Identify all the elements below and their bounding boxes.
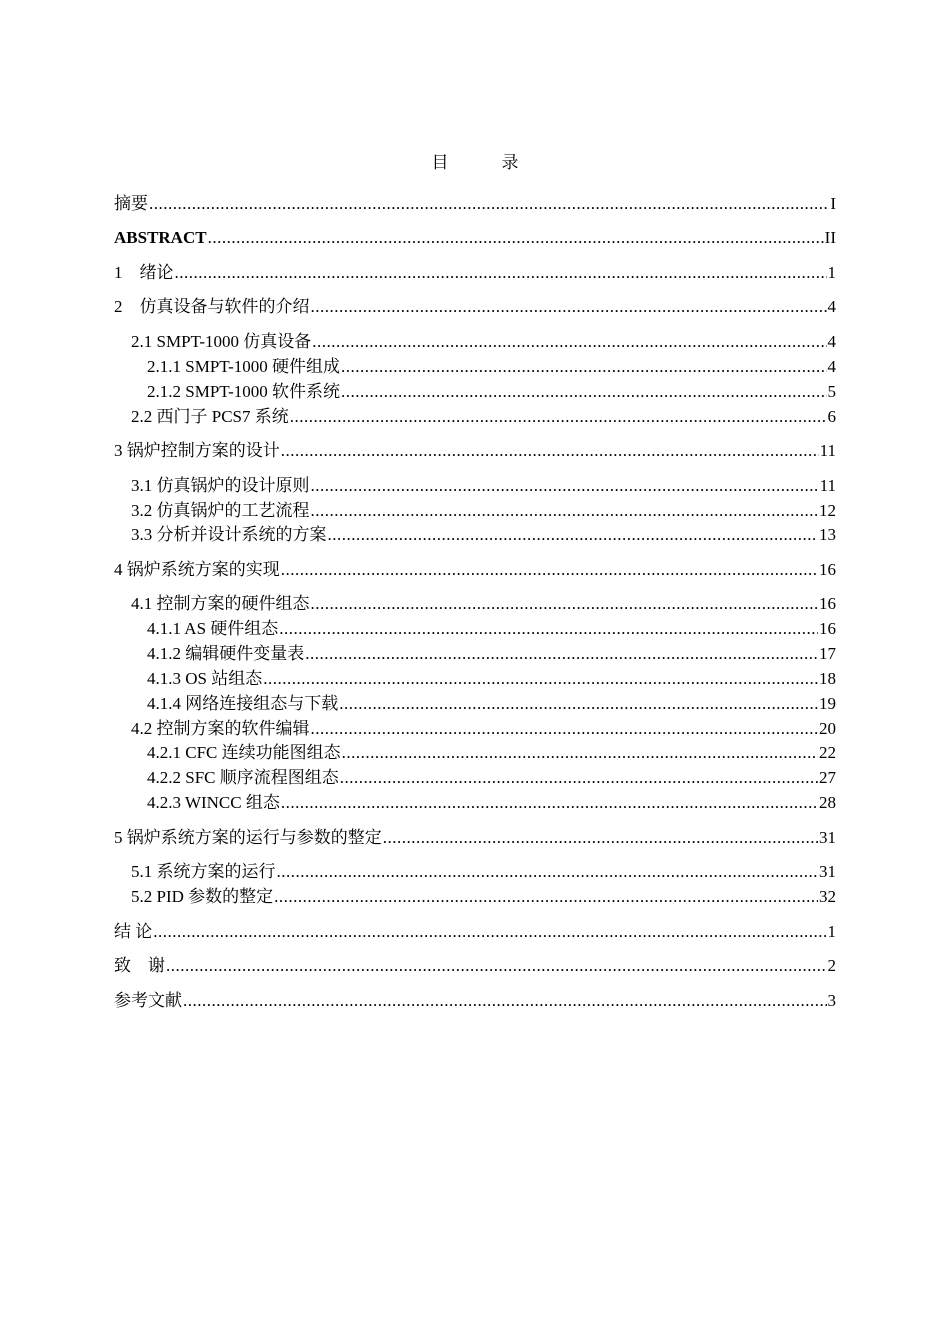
toc-entry-label: 5.1 系统方案的运行: [131, 862, 276, 881]
toc-page-number: 28: [819, 793, 836, 812]
toc-dot-leader: [281, 559, 818, 581]
toc-dot-leader: [290, 406, 827, 428]
toc-page-number: I: [830, 194, 836, 213]
toc-entry-label: 2.1 SMPT-1000 仿真设备: [131, 332, 312, 351]
toc-entry: [114, 827, 836, 849]
toc-page-number: 20: [819, 719, 836, 738]
toc-entry-label: 参考文献: [114, 991, 182, 1010]
toc-entry: [114, 440, 836, 462]
toc-entry: [147, 742, 836, 764]
toc-dot-leader: [311, 500, 819, 522]
toc-entry: [114, 262, 836, 284]
toc-entry: [114, 296, 836, 318]
toc-entry-label: 4.2.3 WINCC 组态: [147, 793, 280, 812]
toc-page-number: 31: [819, 828, 836, 847]
toc-entry: [147, 381, 836, 403]
toc-dot-leader: [341, 356, 826, 378]
toc-dot-leader: [279, 618, 818, 640]
toc-entry-label: 结 论: [114, 922, 153, 941]
toc-entry: [131, 500, 836, 522]
toc-entry: [147, 767, 836, 789]
toc-entry-label: 3.2 仿真锅炉的工艺流程: [131, 501, 310, 520]
toc-entry: [131, 593, 836, 615]
toc-entry-label: 4.2.1 CFC 连续功能图组态: [147, 743, 341, 762]
toc-entry-label: 3.3 分析并设计系统的方案: [131, 525, 327, 544]
toc-entry: [114, 955, 836, 977]
toc-dot-leader: [175, 262, 827, 284]
toc-dot-leader: [311, 475, 819, 497]
toc-entry-label: 致 谢: [114, 956, 165, 975]
toc-entry: [114, 193, 836, 215]
toc-page-number: 4: [827, 297, 836, 316]
toc-entry: [114, 227, 836, 249]
toc-entry-label: 4.1.4 网络连接组态与下载: [147, 694, 339, 713]
toc-dot-leader: [281, 440, 819, 462]
toc-dot-leader: [274, 886, 818, 908]
toc-entry-label: 2.1.2 SMPT-1000 软件系统: [147, 382, 341, 401]
toc-entry: [114, 990, 836, 1012]
toc-entry: [131, 861, 836, 883]
toc-page-number: 18: [819, 669, 836, 688]
toc-page-number: 5: [827, 382, 836, 401]
toc-dot-leader: [208, 227, 824, 249]
toc-entry: [131, 475, 836, 497]
toc-page-number: 12: [819, 501, 836, 520]
toc-entry-label: 2.2 西门子 PCS7 系统: [131, 407, 289, 426]
toc-dot-leader: [149, 193, 829, 215]
toc-dot-leader: [312, 331, 826, 353]
toc-page-number: 13: [819, 525, 836, 544]
toc-dot-leader: [263, 668, 818, 690]
toc-entry: [114, 921, 836, 943]
toc-entry-label: 4.2.2 SFC 顺序流程图组态: [147, 768, 339, 787]
toc-page-number: 27: [819, 768, 836, 787]
toc-page-number: 19: [819, 694, 836, 713]
toc-dot-leader: [277, 861, 819, 883]
toc-title: 目 录: [431, 153, 537, 172]
toc-page-number: 4: [827, 357, 836, 376]
toc-entry-label: 4.1.1 AS 硬件组态: [147, 619, 279, 638]
toc-page-number: 16: [819, 560, 836, 579]
toc-entry-label: 2 仿真设备与软件的介绍: [114, 297, 310, 316]
toc-dot-leader: [328, 524, 819, 546]
toc-entry-label: 4 锅炉系统方案的实现: [114, 560, 280, 579]
toc-page-number: 1: [827, 922, 836, 941]
toc-entry-label: 5 锅炉系统方案的运行与参数的整定: [114, 828, 382, 847]
toc-entry: [147, 792, 836, 814]
toc-entry: [147, 693, 836, 715]
toc-dot-leader: [281, 792, 818, 814]
toc-dot-leader: [166, 955, 827, 977]
toc-dot-leader: [183, 990, 827, 1012]
toc-dot-leader: [305, 643, 818, 665]
toc-dot-leader: [340, 767, 818, 789]
toc-dot-leader: [153, 921, 826, 943]
toc-entry: [147, 356, 836, 378]
toc-page-number: 22: [819, 743, 836, 762]
toc-dot-leader: [383, 827, 818, 849]
toc-dot-leader: [311, 718, 819, 740]
toc-page-number: 31: [819, 862, 836, 881]
toc-entry-label: 4.2 控制方案的软件编辑: [131, 719, 310, 738]
toc-entry-label: 3 锅炉控制方案的设计: [114, 441, 280, 460]
toc-entry-label: 1 绪论: [114, 263, 174, 282]
toc-page-number: 32: [819, 887, 836, 906]
toc-entry: [131, 406, 836, 428]
toc-entry: [131, 524, 836, 546]
toc-page-number: 1: [827, 263, 836, 282]
toc-entry-label: 2.1.1 SMPT-1000 硬件组成: [147, 357, 341, 376]
toc-page-number: 11: [819, 476, 836, 495]
toc-page-number: 4: [827, 332, 836, 351]
toc-entry-label: 摘要: [114, 194, 148, 213]
toc-entry: [131, 886, 836, 908]
toc-entry-label: 5.2 PID 参数的整定: [131, 887, 274, 906]
toc-page-number: 17: [819, 644, 836, 663]
toc-dot-leader: [311, 296, 827, 318]
toc-entry-label: 3.1 仿真锅炉的设计原则: [131, 476, 310, 495]
toc-dot-leader: [342, 742, 818, 764]
toc-entry-label: ABSTRACT: [114, 228, 207, 247]
toc-entry: [131, 718, 836, 740]
toc-dot-leader: [341, 381, 826, 403]
toc-page-number: 16: [819, 619, 836, 638]
toc-entry-label: 4.1.2 编辑硬件变量表: [147, 644, 305, 663]
toc-page-number: 6: [827, 407, 836, 426]
toc-page-number: II: [824, 228, 836, 247]
toc-entry: [147, 668, 836, 690]
toc-dot-leader: [311, 593, 819, 615]
toc-page-number: 3: [827, 991, 836, 1010]
toc-entry-label: 4.1 控制方案的硬件组态: [131, 594, 310, 613]
toc-page-number: 2: [827, 956, 836, 975]
toc-entry: [114, 559, 836, 581]
toc-entry: [131, 331, 836, 353]
toc-entry: [147, 643, 836, 665]
toc-entry-label: 4.1.3 OS 站组态: [147, 669, 263, 688]
toc-dot-leader: [339, 693, 818, 715]
toc-entry: [147, 618, 836, 640]
toc-page-number: 16: [819, 594, 836, 613]
toc-page-number: 11: [819, 441, 836, 460]
